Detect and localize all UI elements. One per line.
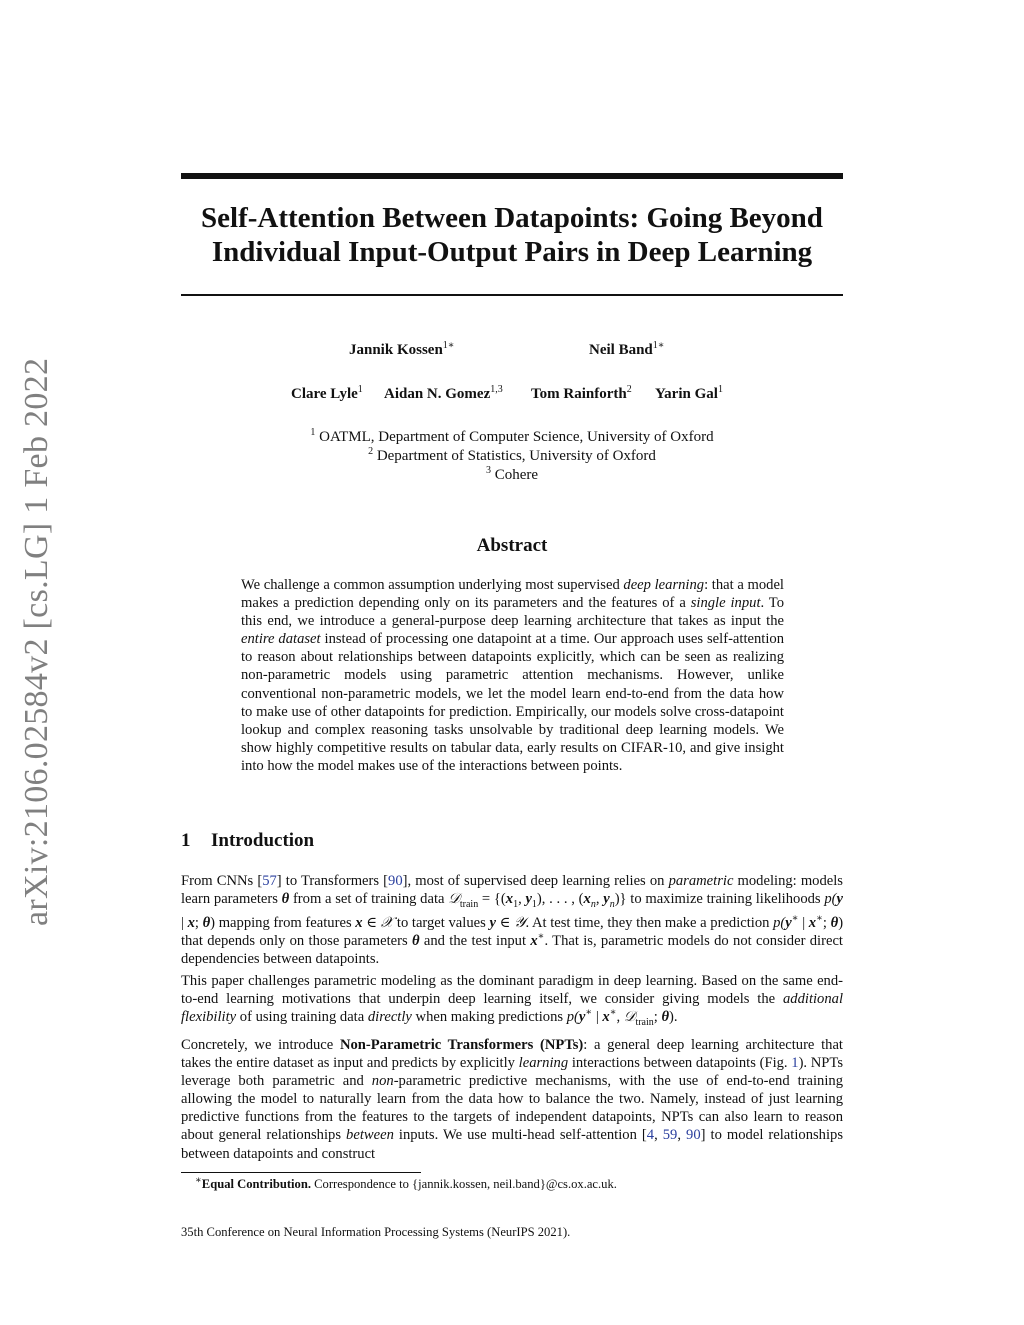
affiliations — [181, 428, 843, 485]
author-neil-band: Neil Band$^{1∗}$ — [589, 340, 665, 358]
affiliation-3: $^3$ Cohere — [485, 465, 539, 483]
citation-link[interactable]: 4 — [646, 1127, 655, 1144]
author-jannik-kossen: Jannik Kossen$^{1∗}$ — [349, 340, 455, 358]
section-heading-introduction: 1 Introduction — [181, 830, 315, 851]
title-rule-top — [181, 173, 843, 179]
figure-link[interactable]: 1 — [791, 1055, 799, 1072]
author-aidan-gomez: Aidan N. Gomez$^{1,3}$ — [384, 384, 503, 402]
affiliation-2: $^2$ Department of Statistics, University of Oxford — [368, 446, 656, 464]
footnote-equal-contribution: ∗Equal Contribution. Correspondence to {jannik.kossen, neil.band}@cs.ox.ac.uk. — [195, 1174, 617, 1191]
author-yarin-gal: Yarin Gal$^1$ — [655, 384, 723, 402]
citation-link[interactable]: 59 — [662, 1127, 678, 1144]
citation-link[interactable]: 90 — [686, 1127, 701, 1144]
intro-paragraph-1: From CNNs [57] to Transformers [90], most of supervised deep learning relies on parametric modeling: models learn parameters θ from a set of training data 𝒟$_{train}$ = {($x_1$, $y_1$), . . . , ($x_n$, $y_n$)} to maximize training likelihoods p(y | x; θ) mapping from features x ∈ 𝒳 to target values y ∈ 𝒴. At test time, they then make a prediction p(y∗ | x∗; θ) that depends only on those parameters θ and the test input x∗. That is, parametric models do not consider direct dependencies between datapoints. — [181, 873, 844, 968]
title-line-1: Self-Attention Between Datapoints: Going Beyond — [201, 202, 823, 234]
affiliation-1: $^1$ OATML, Department of Computer Science, University of Oxford — [310, 427, 714, 445]
author-tom-rainforth: Tom Rainforth$^2$ — [531, 384, 632, 402]
arxiv-stamp: arXiv:2106.02584v2 [cs.LG] 1 Feb 2022 — [18, 357, 55, 926]
title-line-2: Individual Input-Output Pairs in Deep Learning — [211, 236, 813, 268]
intro-paragraph-2: This paper challenges parametric modeling as the dominant paradigm in deep learning. Based on the same end-to-end learning motivations that underpin deep learning itself, we consider giving models the additional flexibility of using training data directly when making predictions p(y∗ | x∗, 𝒟$_{train}$; θ). — [181, 973, 843, 1029]
conference-note: 35th Conference on Neural Information Processing Systems (NeurIPS 2021). — [181, 1225, 571, 1239]
title-rule-bottom — [181, 294, 843, 296]
abstract-heading: Abstract — [476, 535, 548, 556]
abstract-body: We challenge a common assumption underlying most supervised deep learning: that a model makes a prediction depending only on its parameters and the features of a single input. To this end, we introduce a general-purpose deep learning architecture that takes as input the entire dataset instead of processing one datapoint at a time. Our approach uses self-attention to reason about relationships between datapoints explicitly, which can be seen as realizing non-parametric models using parametric attention mechanisms. However, unlike conventional non-parametric models, we let the model learn end-to-end from the data how to make use of other datapoints for prediction. Empirically, our models solve cross-datapoint lookup and complex reasoning tasks unsolvable by traditional deep learning models. We show highly competitive results on tabular data, early results on CIFAR-10, and give insight into how the model makes use of the interactions between points. — [241, 577, 784, 774]
footnote-rule — [181, 1172, 421, 1173]
author-clare-lyle: Clare Lyle$^1$ — [291, 384, 363, 402]
intro-paragraph-3: Concretely, we introduce Non-Parametric Transformers (NPTs): a general deep learning architecture that takes the entire dataset as input and predicts by explicitly learning interactions between datapoints (Fig. 1). NPTs leverage both parametric and non-parametric predictive mechanisms, with the use of end-to-end training allowing the model to naturally learn from the data how to balance the two. Namely, instead of just learning predictive functions from the features to the targets of independent datapoints, NPTs can also learn to reason about general relationships between inputs. We use multi-head self-attention [4, 59, 90] to model relationships between datapoints and construct — [181, 1037, 843, 1162]
citation-link[interactable]: 90 — [388, 873, 403, 889]
citation-link[interactable]: 57 — [262, 873, 277, 889]
paper-title — [181, 201, 843, 269]
